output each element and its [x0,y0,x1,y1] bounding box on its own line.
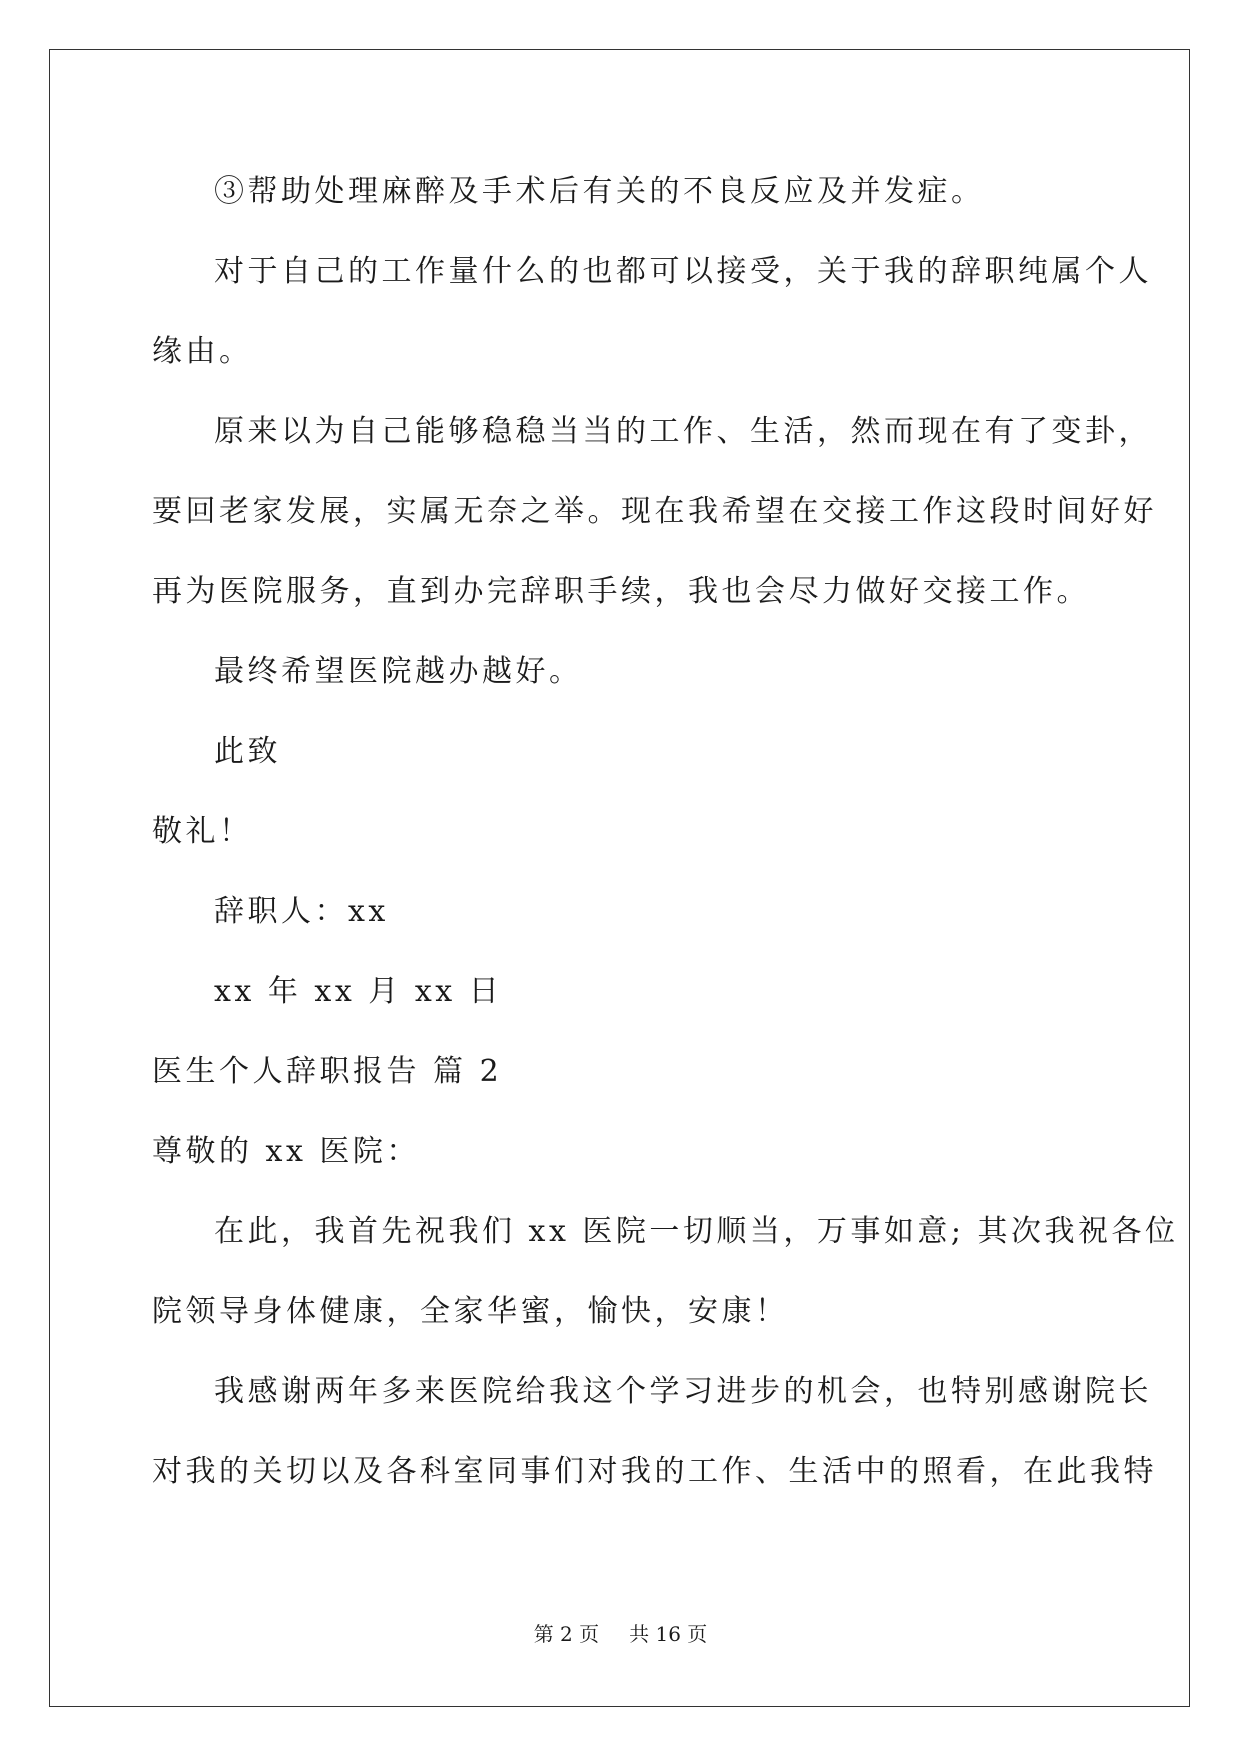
paragraph-line: ③帮助处理麻醉及手术后有关的不良反应及并发症。 [214,174,985,209]
page-number: 第 2 页 [533,1622,600,1646]
paragraph-line: 再为医院服务，直到办完辞职手续，我也会尽力做好交接工作。 [152,574,1090,609]
section-heading: 医生个人辞职报告 篇 2 [152,1054,503,1089]
paragraph-line: 我感谢两年多来医院给我这个学习进步的机会，也特别感谢院长 [214,1374,1152,1409]
greeting-line: 尊敬的 xx 医院： [152,1134,420,1169]
paragraph-line: 院领导身体健康，全家华蜜，愉快，安康！ [152,1294,789,1329]
paragraph-line: 在此，我首先祝我们 xx 医院一切顺当，万事如意; 其次我祝各位 [214,1214,1179,1249]
page-total: 共 16 页 [629,1622,708,1646]
closing-line: 此致 [214,734,281,769]
salutation-line: 敬礼！ [152,814,253,849]
paragraph-line: 要回老家发展，实属无奈之举。现在我希望在交接工作这段时间好好 [152,494,1157,529]
date-line: xx 年 xx 月 xx 日 [214,974,503,1009]
signature-line: 辞职人：xx [214,894,389,929]
paragraph-line: 对我的关切以及各科室同事们对我的工作、生活中的照看，在此我特 [152,1454,1157,1489]
page-footer [0,1620,1241,1648]
paragraph-line: 最终希望医院越办越好。 [214,654,583,689]
paragraph-line: 对于自己的工作量什么的也都可以接受，关于我的辞职纯属个人 [214,254,1152,289]
paragraph-line: 缘由。 [152,334,253,369]
paragraph-line: 原来以为自己能够稳稳当当的工作、生活，然而现在有了变卦， [214,414,1152,449]
